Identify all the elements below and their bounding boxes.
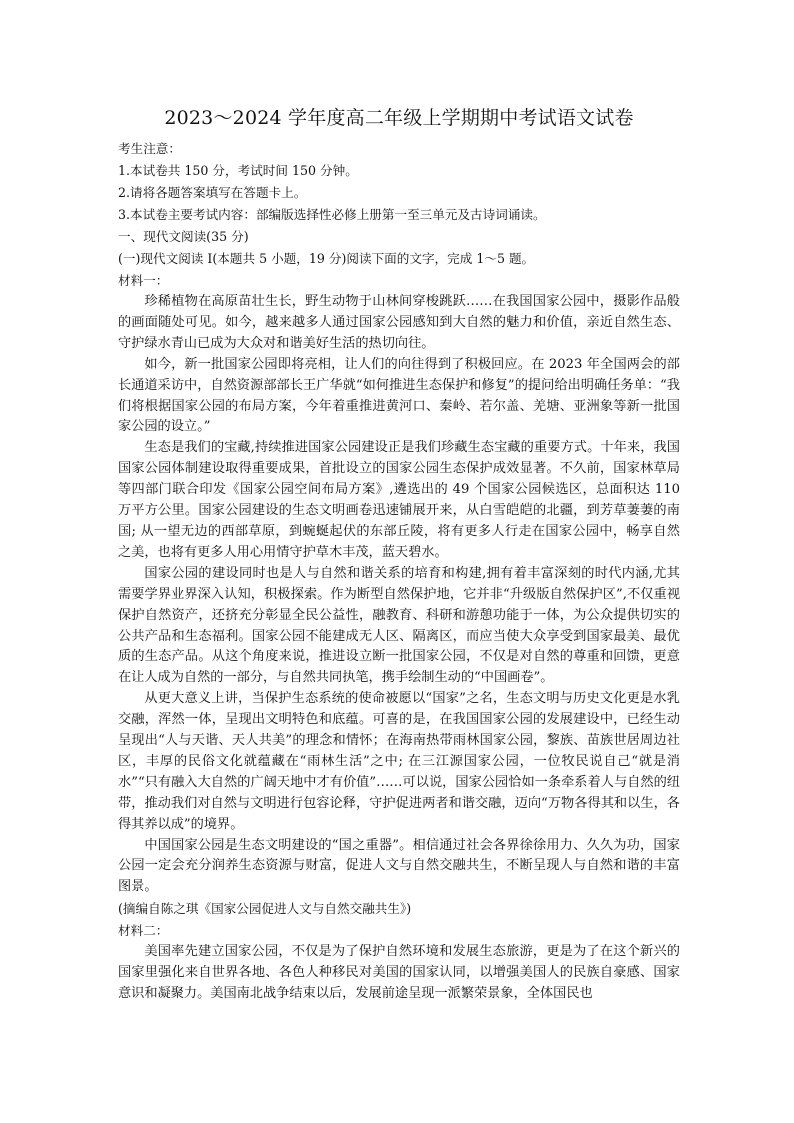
section-heading: 一、现代文阅读(35 分): [118, 229, 249, 244]
page-title: 2023～2024 学年度高二年级上学期期中考试语文试卷: [164, 107, 634, 129]
section-instructions: (一)现代文阅读 I(本题共 5 小题，19 分)阅读下面的文字，完成 1～5 题。: [118, 251, 535, 266]
paragraph: 中国国家公园是生态文明建设的“国之重器”。相信通过社会各界徐徐用力、久久为功，国家公园一定会充分润养生态资源与财富，促进人文与自然交融共生，不断呈现人与自然和谐的丰富图景。: [118, 837, 680, 895]
notice-heading: 考生注意：: [118, 141, 181, 156]
material-label: 材料二：: [118, 923, 169, 939]
paragraph: 美国率先建立国家公园，不仅是为了保护自然环境和发展生态旅游，更是为了在这个新兴的国家里强化来自世界各地、各色人种移民对美国的国家认同，以增强美国人的民族自豪感、国家意识和凝聚力。美国南北战争结束以后，发展前途呈现一派繁荣景象，全体国民也: [118, 944, 680, 1002]
notice-item: 2.请将各题答案填写在答题卡上。: [118, 185, 307, 200]
paragraph: 从更大意义上讲，当保护生态系统的使命被愿以“国家”之名，生态文明与历史文化更是水乳交融，浑然一体，呈现出文明特色和底蕴。可喜的是，在我国国家公园的发展建设中，已经生动呈现出“人与天谐、天人共美”的理念和情怀；在海南热带雨林国家公园，黎族、苗族世居周边社区，丰厚的民俗文化就蕴藏在“雨林生活”之中; 在三江源国家公园，一位牧民说自己“就是消水”“只有融入大自然的广阔天地中才有价值”……可以说，国家公园恰如一条牵系着人与自然的纽带，推动我们对自然与文明进行包容论释，守护促进两者和谐交融，迈向“万物各得其和以生，各得其养以成”的境界。: [118, 691, 680, 832]
exam-page: [118, 104, 680, 1005]
paragraph: 如今，新一批国家公园即将亮相，让人们的向往得到了积极回应。在 2023 年全国两会的部长通道采访中，自然资源部部长王广华就“如何推进生态保护和修复”的提问给出明确任务单：“我们将根据国家公园的布局方案，今年着重推进黄河口、秦岭、若尔盖、羌塘、亚洲象等新一批国家公园的设立。”: [118, 356, 680, 435]
paragraph: 国家公园的建设同时也是人与自然和谐关系的培育和构建,拥有着丰富深刻的时代内涵,尤其需要学界业界深入认知，积极探索。作为断型自然保护地，它并非“升级版自然保护区”,不仅重视保护自然资产，还挤充分彰显全民公益性，融教育、科研和游憩功能于一体，为公众提供切实的公共产品和生态福利。国家公园不能建成无人区、隔离区，而应当使大众享受到国家最美、最优质的生态产品。从这个角度来说，推进设立断一批国家公园，不仅是对自然的尊重和回馈，更意在让人成为自然的一部分，与自然共同执笔，携手绘制生动的“中国画卷”。: [118, 565, 680, 686]
paragraph: 生态是我们的宝藏,持续推进国家公园建设正是我们珍藏生态宝藏的重要方式。十年来，我国国家公园体制建设取得重要成果，首批设立的国家公园生态保护成效显著。不久前，国家林草局等四部门联合印发《国家公园空间布局方案》,遴选出的 49 个国家公园候选区，总面积达 110 万平方公里。国家公园建设的生态文明画卷迅速铺展开来，从白雪皑皑的北疆，到芳草萋萋的南国; 从一望无边的西部草原，到蜿蜒起伏的东部丘陵，将有更多人行走在国家公园中，畅享自然之美，也将有更多人用心用情守护草木丰茂，蓝天碧水。: [118, 440, 680, 560]
paragraph: 珍稀植物在高原苗壮生长，野生动物于山林间穿梭跳跃……在我国国家公园中，摄影作品般的画面随处可见。如今，越来越多人通过国家公园感知到大自然的魅力和价值，亲近自然生态、守护绿水青山已成为大众对和谐美好生活的热切向往。: [118, 294, 680, 351]
material-label: 材料一：: [118, 273, 169, 288]
notice-item: 1.本试卷共 150 分，考试时间 150 分钟。: [118, 163, 358, 178]
source-citation: (摘编自陈之琪《国家公园促进人文与自然交融共生》): [118, 901, 412, 917]
notice-item: 3.本试卷主要考试内容：部编版选择性必修上册第一至三单元及古诗词诵读。: [118, 207, 546, 222]
